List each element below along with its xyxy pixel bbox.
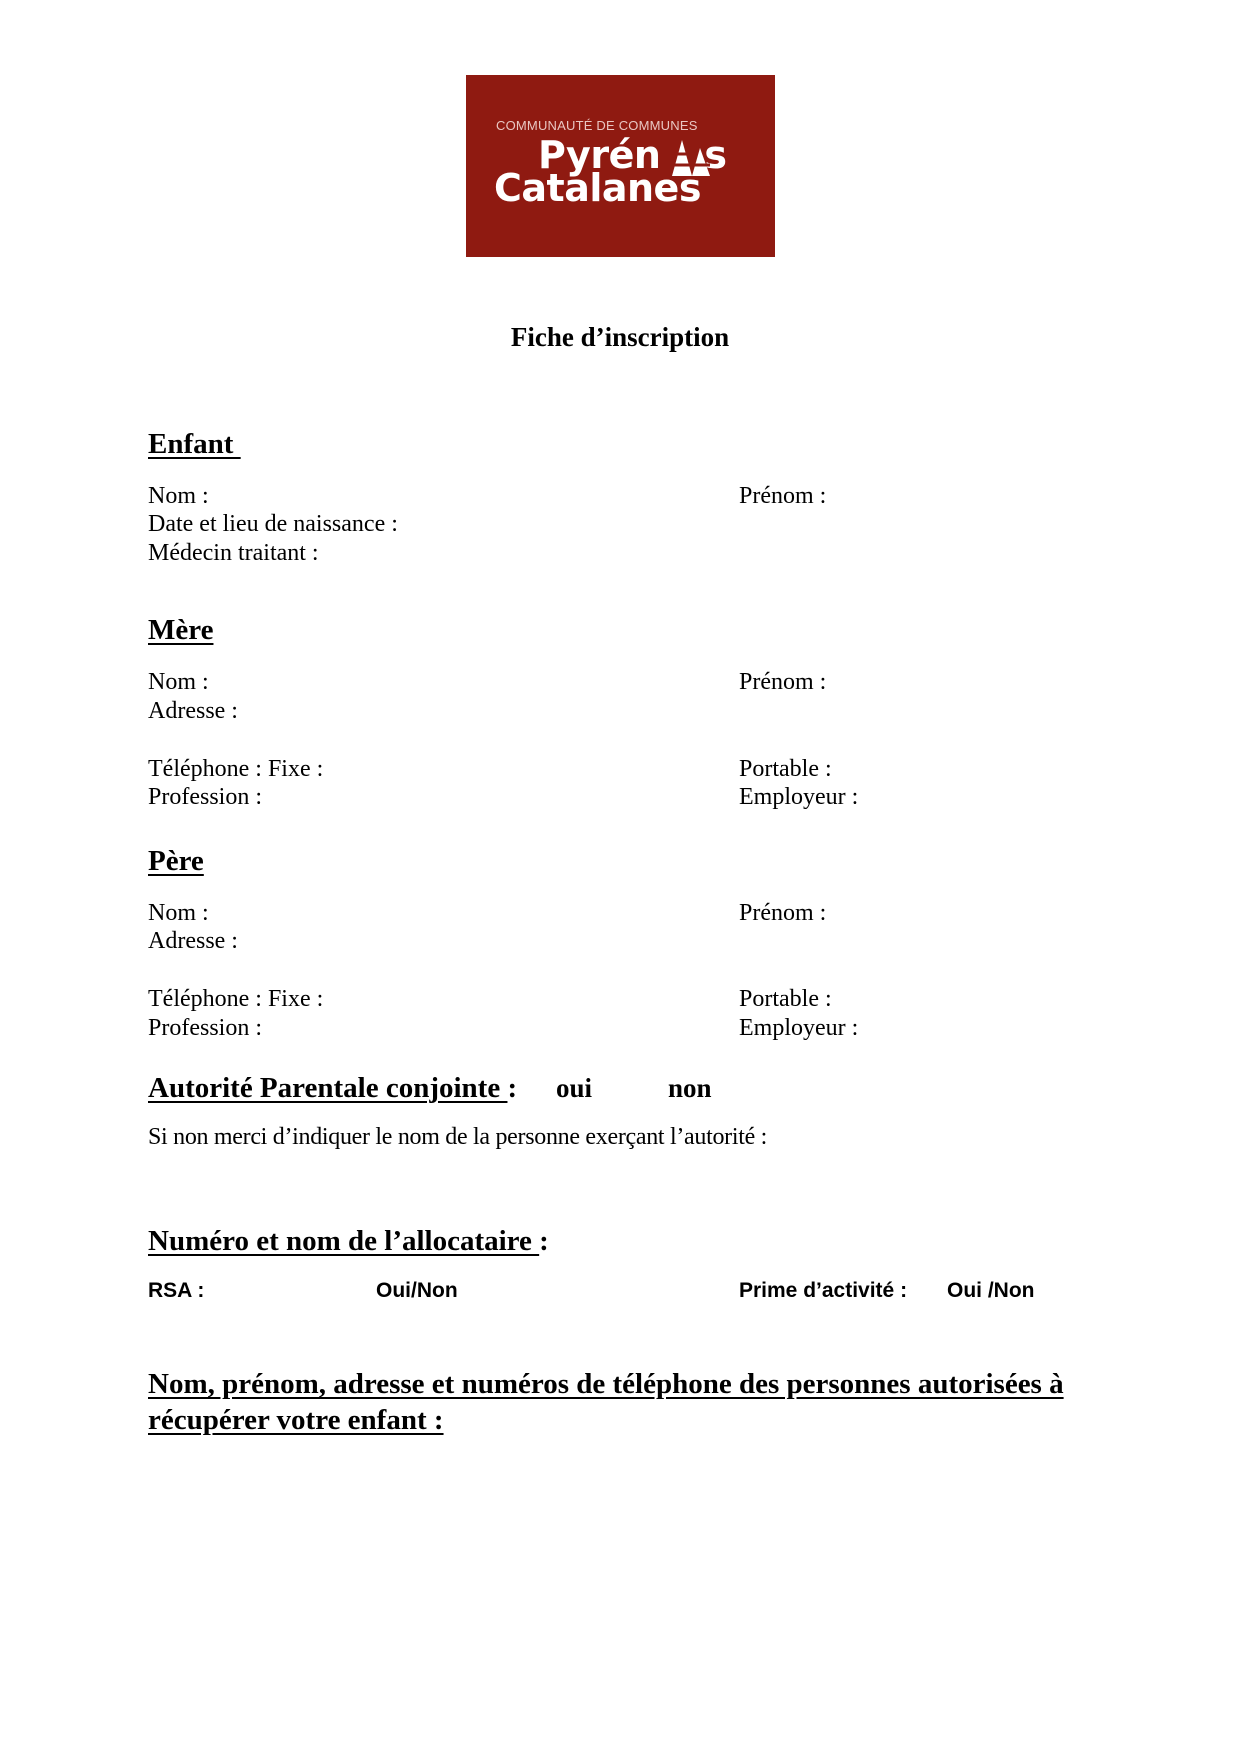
section-heading-personnes-autorisees: Nom, prénom, adresse et numéros de téléphone des personnes autorisées à récupérer votre enfant : [148, 1368, 1064, 1436]
page-title: Fiche d’inscription [510, 322, 730, 352]
autorite-instruction: Si non merci d’indiquer le nom de la personne exerçant l’autorité : [148, 1124, 768, 1150]
autorite-heading-colon: : [507, 1072, 518, 1104]
section-heading-mere: Mère [148, 614, 214, 646]
allocataire-heading-text: Numéro et nom de l’allocataire [148, 1225, 540, 1257]
pere-employeur-label: Employeur : [739, 1015, 859, 1041]
autorite-non-option[interactable]: non [668, 1073, 712, 1103]
section-heading-pere: Père [148, 845, 204, 877]
pere-prenom-label: Prénom : [739, 900, 827, 926]
mere-nom-label: Nom : [148, 669, 209, 695]
enfant-naissance-label: Date et lieu de naissance : [148, 511, 398, 537]
section-heading-enfant: Enfant [148, 428, 241, 460]
mere-employeur-label: Employeur : [739, 784, 859, 810]
pere-nom-label: Nom : [148, 900, 209, 926]
rsa-choice[interactable]: Oui/Non [376, 1279, 458, 1302]
enfant-prenom-label: Prénom : [739, 483, 827, 509]
enfant-medecin-label: Médecin traitant : [148, 540, 319, 566]
allocataire-heading-colon: : [539, 1225, 549, 1257]
pere-portable-label: Portable : [739, 986, 832, 1012]
prime-activite-choice[interactable]: Oui /Non [947, 1279, 1035, 1302]
autorite-heading-text: Autorité Parentale conjointe [148, 1072, 508, 1104]
mere-adresse-label: Adresse : [148, 698, 238, 724]
pere-adresse-label: Adresse : [148, 928, 238, 954]
mere-profession-label: Profession : [148, 784, 262, 810]
autorite-oui-option[interactable]: oui [556, 1073, 593, 1103]
pere-profession-label: Profession : [148, 1015, 262, 1041]
mere-prenom-label: Prénom : [739, 669, 827, 695]
logo-line2: Catalanes [494, 166, 701, 210]
pere-telephone-label: Téléphone : Fixe : [148, 986, 324, 1012]
logo [466, 75, 775, 257]
logo-line1-start: Pyrén [538, 133, 661, 177]
section-heading-autorite [148, 1072, 517, 1105]
rsa-label: RSA : [148, 1279, 205, 1302]
logo-subtitle: COMMUNAUTÉ DE COMMUNES [496, 118, 698, 133]
mere-portable-label: Portable : [739, 756, 832, 782]
section-heading-allocataire [148, 1225, 549, 1258]
prime-activite-label: Prime d’activité : [739, 1279, 908, 1302]
enfant-nom-label: Nom : [148, 483, 209, 509]
mere-telephone-label: Téléphone : Fixe : [148, 756, 324, 782]
logo-line1-end: s [704, 133, 727, 177]
